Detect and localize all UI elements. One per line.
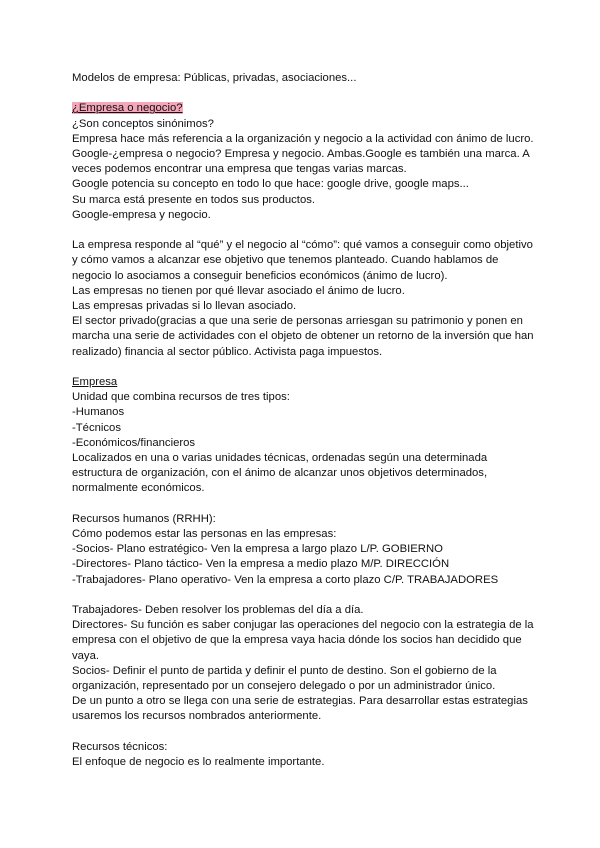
paragraph-line: empresa con el objetivo de que la empresa vaya hacia dónde los socios han decidido que: [72, 634, 522, 647]
paragraph-line: estructura de organización, con el ánimo de alcanzar unos objetivos determinados,: [72, 467, 488, 480]
paragraph-line: organización, representado por un consejero delegado o por un administrador único.: [72, 680, 496, 693]
paragraph-line: Google potencia su concepto en todo lo que hace: google drive, google maps...: [72, 178, 469, 191]
paragraph-line: La empresa responde al “qué” y el negocio al “cómo”: qué vamos a conseguir como objetivo: [72, 239, 533, 252]
paragraph-line: De un punto a otro se llega con una serie de estrategias. Para desarrollar estas estrategias: [72, 695, 528, 708]
section-heading-empresa: [72, 375, 560, 390]
spacer: [72, 725, 560, 740]
paragraph-line: marcha una serie de actividades con el objeto de obtener un retorno de la inversión que han: [72, 330, 534, 343]
paragraph-line: Su marca está presente en todos sus productos.: [72, 193, 316, 206]
highlight-mark: ¿Empresa o negocio?: [72, 102, 183, 115]
paragraph-line: El enfoque de negocio es lo realmente importante.: [72, 756, 325, 769]
section-heading-tecnicos: Recursos técnicos:: [72, 740, 168, 753]
list-item: -Socios- Plano estratégico- Ven la empresa a largo plazo L/P. GOBIERNO: [72, 543, 443, 556]
paragraph-line: Trabajadores- Deben resolver los problemas del día a día.: [72, 604, 364, 617]
spacer: [72, 497, 560, 512]
spacer: [72, 223, 560, 238]
list-item: -Trabajadores- Plano operativo- Ven la empresa a corto plazo C/P. TRABAJADORES: [72, 573, 499, 586]
spacer: [72, 86, 560, 101]
paragraph-line: usaremos los recursos nombrados anteriormente.: [72, 710, 322, 723]
heading-text: Empresa: [72, 376, 118, 389]
section-heading-rrhh: Recursos humanos (RRHH):: [72, 512, 216, 525]
spacer: [72, 588, 560, 603]
list-item: -Económicos/financieros: [72, 436, 196, 449]
spacer: [72, 360, 560, 375]
paragraph-line: Cómo podemos estar las personas en las empresas:: [72, 528, 337, 541]
paragraph-line: normalmente económicos.: [72, 482, 205, 495]
paragraph-line: Google-¿empresa o negocio? Empresa y negocio. Ambas.Google es también una marca. A: [72, 148, 530, 160]
paragraph-line: El sector privado(gracias a que una serie de personas arriesgan su patrimonio y ponen en: [72, 315, 523, 328]
paragraph-line: veces podemos encontrar una empresa que tengas varias marcas.: [72, 163, 407, 176]
paragraph-line: vaya.: [72, 649, 100, 662]
paragraph-line: Directores- Su función es saber conjugar las operaciones del negocio con la estrategia de la: [72, 619, 534, 632]
list-item: -Humanos: [72, 406, 125, 419]
paragraph-line: realizado) financia al sector público. Activista paga impuestos.: [72, 345, 383, 358]
paragraph-line: Empresa hace más referencia a la organización y negocio a la actividad con ánimo de lucro.: [72, 132, 534, 145]
paragraph-line: Las empresas no tienen por qué llevar asociado el ánimo de lucro.: [72, 284, 405, 297]
paragraph-line: Localizados en una o varias unidades técnicas, ordenadas según una determinada: [72, 452, 488, 465]
list-item: -Directores- Plano táctico- Ven la empresa a medio plazo M/P. DIRECCIÓN: [72, 558, 450, 571]
paragraph-line: y cómo vamos a alcanzar ese objetivo que tenemos planteado. Cuando hablamos de: [72, 254, 499, 267]
paragraph-line: ¿Son conceptos sinónimos?: [72, 117, 214, 130]
paragraph-line: Socios- Definir el punto de partida y definir el punto de destino. Son el gobierno de la: [72, 664, 497, 677]
list-item: -Técnicos: [72, 421, 121, 434]
paragraph-line: negocio lo asociamos a conseguir beneficios económicos (ánimo de lucro).: [72, 269, 448, 282]
highlighted-heading: [72, 101, 560, 116]
document-title: Modelos de empresa: Públicas, privadas, asociaciones...: [72, 72, 357, 84]
paragraph-line: Google-empresa y negocio.: [72, 208, 211, 221]
paragraph-line: Unidad que combina recursos de tres tipos:: [72, 391, 290, 404]
paragraph-line: Las empresas privadas si lo llevan asociado.: [72, 300, 297, 313]
